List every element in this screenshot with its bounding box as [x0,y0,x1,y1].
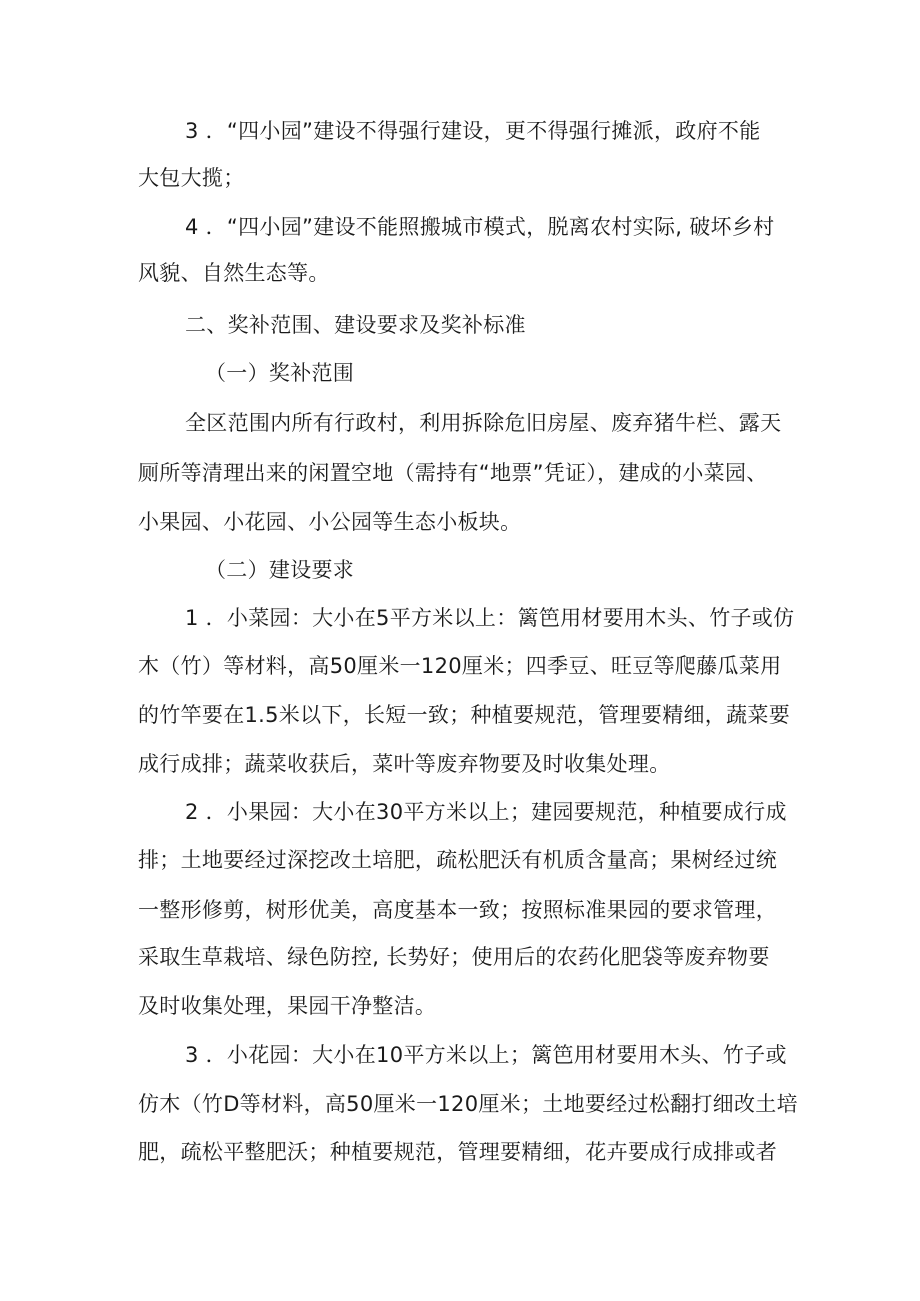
veg-line4: 成行成排；蔬菜收获后，菜叶等废弃物要及时收集处理。 [138,752,671,776]
fruit-line3: 一整形修剪，树形优美，高度基本一致；按照标准果园的要求管理， [138,898,777,922]
sub2-heading: （二）建设要求 [205,558,355,582]
fruit-line4: 采取生草栽培、绿色防控, 长势好；使用后的农药化肥袋等废弃物要 [138,945,770,969]
veg-line3: 的竹竿要在1.5米以下，长短一致；种植要规范，管理要精细，蔬菜要 [138,703,790,727]
flower-line3: 肥，疏松平整肥沃；种植要规范，管理要精细，花卉要成行成排或者 [138,1140,777,1164]
flower-line2: 仿木（竹D等材料，高50厘米一120厘米；土地要经过松翻打细改土培 [138,1092,798,1116]
fruit-line1: 2 ．小果园：大小在30平方米以上；建园要规范，种植要成行成 [185,800,787,824]
item4-line2: 风貌、自然生态等。 [138,261,330,285]
scope-line1: 全区范围内所有行政村，利用拆除危旧房屋、废弃猪牛栏、露天 [185,411,782,435]
scope-line2: 厕所等清理出来的闲置空地（需持有“地票”凭证），建成的小菜园、 [138,461,768,485]
fruit-line2: 排；土地要经过深挖改土培肥，疏松肥沃有机质含量高；果树经过统 [138,848,777,872]
flower-line1: 3 ．小花园：大小在10平方米以上；篱笆用材要用木头、竹子或 [185,1043,787,1067]
item3-line1: 3 ．“四小园”建设不得强行建设，更不得强行摊派，政府不能 [185,119,761,143]
fruit-line5: 及时收集处理，果园干净整洁。 [138,994,437,1018]
item3-line2: 大包大揽； [138,166,245,190]
sub1-heading: （一）奖补范围 [205,361,355,385]
veg-line2: 木（竹）等材料，高50厘米一120厘米；四季豆、旺豆等爬藤瓜菜用 [138,654,782,678]
item4-line1: 4 ．“四小园”建设不能照搬城市模式，脱离农村实际, 破坏乡村 [185,215,775,239]
veg-line1: 1 ．小菜园：大小在5平方米以上：篱笆用材要用木头、竹子或仿 [185,606,795,630]
section2-heading: 二、奖补范围、建设要求及奖补标准 [185,313,526,337]
scope-line3: 小果园、小花园、小公园等生态小板块。 [138,510,522,534]
